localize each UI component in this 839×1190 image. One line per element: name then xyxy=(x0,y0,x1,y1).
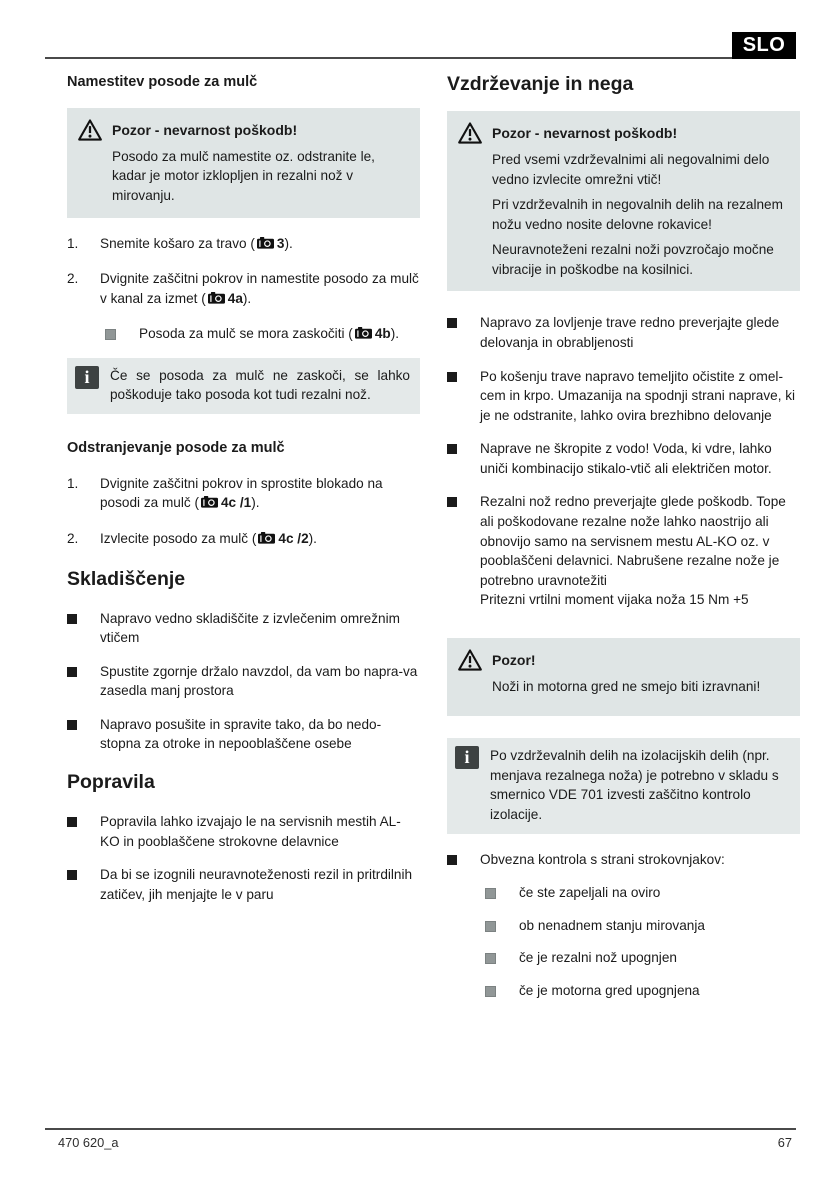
warning-paragraph: Pred vsemi vzdrževalnimi ali negovalnimi delo vedno izvlecite omrežni vtič! xyxy=(492,152,770,187)
section-heading-mulch-remove: Odstranjevanje posode za mulč xyxy=(67,439,285,456)
warning-title: Pozor! xyxy=(492,651,536,668)
info-text: Po vzdrževalnih delih na izolacijskih delih (npr. menjava rezalnega noža) je potrebno v skladu s smernico VDE 701 izvesti zaščitno kontrolo izolacije. xyxy=(490,748,779,823)
sub-bullet-text: ob nenadnem stanju mirovanja xyxy=(519,917,705,933)
black-square-bullet-icon xyxy=(67,817,77,827)
figure-ref: 4b xyxy=(374,326,391,342)
black-square-bullet-icon xyxy=(447,444,457,454)
info-icon: i xyxy=(75,366,99,389)
black-square-bullet-icon xyxy=(447,372,457,382)
chapter-heading-maintenance: Vzdrževanje in nega xyxy=(447,73,634,95)
info-icon: i xyxy=(455,746,479,769)
warning-body xyxy=(492,150,790,279)
bullet-item xyxy=(67,865,420,904)
sub-bullet-item xyxy=(485,883,800,903)
sub-bullet-item xyxy=(105,324,420,345)
black-square-bullet-icon xyxy=(67,667,77,677)
gray-square-bullet-icon xyxy=(485,953,496,964)
bullet-text: Spustite zgornje držalo navzdol, da vam bo napra-va zasedla manj prostora xyxy=(100,663,418,699)
numbered-step xyxy=(67,474,420,514)
info-box-mulch xyxy=(67,358,420,414)
warning-box-blades xyxy=(447,638,800,717)
content-columns xyxy=(67,70,800,1013)
gray-square-bullet-icon xyxy=(105,329,116,340)
chapter-heading-repairs: Popravila xyxy=(67,770,155,793)
black-square-bullet-icon xyxy=(447,318,457,328)
language-badge: SLO xyxy=(732,32,796,59)
warning-title: Pozor - nevarnost poškodb! xyxy=(112,121,298,138)
warning-paragraph: Neuravnoteženi rezalni noži povzročajo močne vibracije in poškodbe na kosilnici. xyxy=(492,242,774,277)
bullet-item xyxy=(67,609,420,648)
gray-square-bullet-icon xyxy=(485,888,496,899)
bullet-item xyxy=(447,367,800,426)
page-footer xyxy=(45,1128,796,1150)
camera-icon xyxy=(201,494,218,514)
section-heading-mulch-install: Namestitev posode za mulč xyxy=(67,74,258,90)
sub-bullet-item xyxy=(485,916,800,936)
warning-body xyxy=(492,677,790,697)
figure-ref: 4c /1 xyxy=(220,495,252,511)
info-text: Če se posoda za mulč ne zaskoči, se lahko poškoduje tako posoda kot tudi rezalni nož. xyxy=(110,367,410,403)
black-square-bullet-icon xyxy=(67,720,77,730)
warning-box-header xyxy=(77,118,410,142)
numbered-step xyxy=(67,234,420,255)
warning-title: Pozor - nevarnost poškodb! xyxy=(492,125,678,141)
bullet-text: Naprave ne škropite z vodo! Voda, ki vdre, lahko uniči kombinacijo stikalo-vtič ali električen motor. xyxy=(480,441,772,476)
gray-square-bullet-icon xyxy=(485,921,496,932)
step-number: 1. xyxy=(67,235,79,251)
bullet-text: Obvezna kontrola s strani strokovnjakov: xyxy=(480,851,725,867)
bullet-text: Napravo vedno skladiščite z izvlečenim omrežnim vtičem xyxy=(100,610,400,646)
bullet-text: Napravo posušite in spravite tako, da bo nedo-stopna za otroke in nepooblaščene osebe xyxy=(100,716,382,752)
camera-icon xyxy=(355,325,372,345)
bullet-text xyxy=(480,492,800,609)
page-header-rule xyxy=(45,0,796,59)
black-square-bullet-icon xyxy=(447,855,457,865)
document-number: 470 620_a xyxy=(58,1135,119,1150)
black-square-bullet-icon xyxy=(447,497,457,507)
left-column xyxy=(67,70,420,1013)
bullet-text: Da bi se izognili neuravnoteženosti rezil in pritrdilnih zatičev, jih menjajte le v paru xyxy=(100,867,413,902)
black-square-bullet-icon xyxy=(67,870,77,880)
sub-bullet-item xyxy=(485,948,800,968)
page-number: 67 xyxy=(777,1135,792,1150)
black-square-bullet-icon xyxy=(67,614,77,624)
bullet-line: Rezalni nož redno preverjajte glede poškodb. Tope ali poškodovane rezalne nože lahko naostrijo ali obnovijo samo na servisnem mestu AL-KO oz. v pooblaščeni delavnici. Nabrušene rezalne nože je potrebno uravnotežiti xyxy=(480,494,786,588)
figure-ref: 4c /2 xyxy=(278,530,309,546)
sub-bullet-text: če je rezalni nož upognjen xyxy=(519,950,677,966)
warning-box-header xyxy=(457,648,790,672)
warning-box-mulch xyxy=(67,108,420,218)
sub-bullet-item xyxy=(485,981,800,1001)
step-number: 1. xyxy=(67,475,79,491)
bullet-item xyxy=(447,850,800,870)
warning-body xyxy=(112,147,410,206)
warning-triangle-icon xyxy=(77,118,103,142)
right-column xyxy=(447,70,800,1013)
step-number: 2. xyxy=(67,530,79,546)
step-text: Dvignite zaščitni pokrov in namestite posodo za mulč v kanal za izmet ( 4a). xyxy=(100,269,420,309)
step-text: Dvignite zaščitni pokrov in sprostite blokado na posodi za mulč ( 4c /1). xyxy=(100,474,420,514)
camera-icon xyxy=(208,290,225,310)
info-box-vde xyxy=(447,738,800,833)
warning-box-maintenance xyxy=(447,111,800,291)
step-text: Izvlecite posodo za mulč ( 4c /2). xyxy=(100,529,420,550)
bullet-item xyxy=(67,662,420,701)
numbered-step xyxy=(67,529,420,550)
gray-square-bullet-icon xyxy=(485,986,496,997)
figure-ref: 3 xyxy=(276,235,285,251)
chapter-heading-storage: Skladiščenje xyxy=(67,567,186,590)
bullet-text: Popravila lahko izvajajo le na servisnih mestih AL-KO in pooblaščene strokovne delavnice xyxy=(100,814,401,849)
sub-bullet-text: če ste zapeljali na oviro xyxy=(519,885,661,901)
warning-box-header xyxy=(457,121,790,145)
camera-icon xyxy=(258,530,275,550)
step-number: 2. xyxy=(67,271,79,287)
bullet-text: Po košenju trave napravo temeljito očistite z omel-cem in krpo. Umazanija na spodnji strani naprave, ki je ne odstranite, lahko ovira brezhibno delovanje xyxy=(480,368,796,423)
sub-bullet-text: če je motorna gred upognjena xyxy=(519,982,700,998)
camera-icon xyxy=(257,235,274,255)
sub-bullet-text: Posoda za mulč se mora zaskočiti ( 4b). xyxy=(139,324,420,345)
warning-paragraph: Noži in motorna gred ne smejo biti izravnani! xyxy=(492,678,761,694)
step-text: Snemite košaro za travo ( 3). xyxy=(100,234,420,255)
bullet-line: Pritezni vrtilni moment vijaka noža 15 Nm +5 xyxy=(480,592,749,608)
warning-triangle-icon xyxy=(457,121,483,145)
figure-ref: 4a xyxy=(227,290,243,306)
bullet-item xyxy=(447,439,800,478)
bullet-item xyxy=(447,313,800,352)
warning-triangle-icon xyxy=(457,648,483,672)
bullet-item xyxy=(67,812,420,851)
warning-paragraph: Posodo za mulč namestite oz. odstranite le, kadar je motor izklopljen in rezalni nož v mirovanju. xyxy=(112,148,375,203)
warning-paragraph: Pri vzdrževalnih in negovalnih delih na rezalnem nožu vedno nosite delovne rokavice! xyxy=(492,197,783,232)
numbered-step xyxy=(67,269,420,309)
bullet-item xyxy=(67,715,420,754)
bullet-text: Napravo za lovljenje trave redno preverjajte glede delovanja in obrabljenosti xyxy=(480,315,780,351)
bullet-item xyxy=(447,492,800,609)
